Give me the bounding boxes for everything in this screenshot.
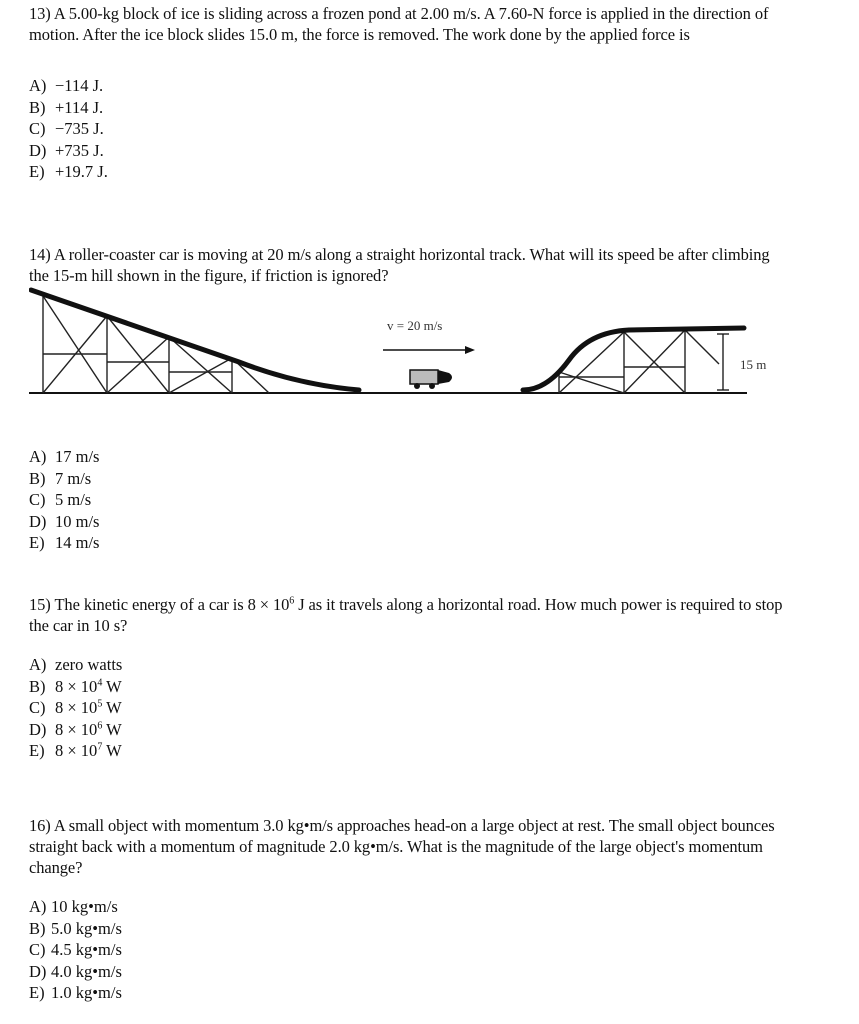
option-15-e: E) $8 \times 10^7$ W bbox=[29, 741, 122, 760]
option-16-e: E) 1.0 kg•m/s bbox=[29, 983, 122, 1002]
option-13-e: E) +19.7 J. bbox=[29, 162, 108, 181]
question-16 bbox=[29, 815, 789, 1004]
question-16-stem bbox=[29, 815, 789, 878]
option-16-b: B) 5.0 kg•m/s bbox=[29, 918, 122, 938]
option-16-c: C) 4.5 kg•m/s bbox=[29, 940, 122, 959]
question-13 bbox=[29, 3, 789, 183]
roller-coaster-car bbox=[410, 370, 452, 389]
left-trestle bbox=[43, 296, 269, 393]
question-13-stem bbox=[29, 3, 789, 45]
velocity-label: v = 20 m/s bbox=[387, 318, 443, 333]
option-15-c: C) $8 \times 10^5$ W bbox=[29, 698, 122, 717]
roller-coaster-diagram bbox=[29, 282, 789, 402]
option-13-a: A) −114 J. bbox=[29, 76, 104, 95]
question-14-stem bbox=[29, 244, 789, 286]
option-14-a: A) 17 m/s bbox=[29, 447, 100, 466]
question-15-number: 15) bbox=[29, 595, 51, 614]
question-14-options bbox=[29, 446, 789, 554]
option-13-c: C) −735 J. bbox=[29, 119, 104, 138]
option-14-c: C) 5 m/s bbox=[29, 490, 92, 509]
option-13-b: B) +114 J. bbox=[29, 97, 104, 117]
velocity-arrowhead bbox=[465, 346, 475, 354]
right-hill-track bbox=[523, 328, 744, 390]
option-16-a: A) 10 kg•m/s bbox=[29, 897, 118, 916]
option-15-a: A) zero watts bbox=[29, 655, 123, 674]
question-15-options bbox=[29, 654, 789, 762]
right-trestle bbox=[559, 330, 719, 393]
option-13-d: D) +735 J. bbox=[29, 140, 104, 160]
option-16-d: D) 4.0 kg•m/s bbox=[29, 961, 122, 981]
question-15 bbox=[29, 594, 789, 762]
left-slope-track bbox=[31, 290, 359, 390]
question-16-text: A small object with momentum 3.0 kg•m/s approaches head-on a large object at rest. The small object bounces straight back with a momentum of magnitude 2.0 kg•m/s. What is the magnitude of the large object's momentum change? bbox=[29, 816, 775, 877]
question-14-number: 14) bbox=[29, 245, 51, 264]
question-16-options bbox=[29, 896, 789, 1004]
question-14-text: A roller-coaster car is moving at 20 m/s along a straight horizontal track. What will its speed be after climbing the 15-m hill shown in the figure, if friction is ignored? bbox=[29, 245, 770, 285]
option-14-d: D) 10 m/s bbox=[29, 511, 100, 531]
question-13-options bbox=[29, 75, 789, 183]
question-13-text: A 5.00-kg block of ice is sliding across a frozen pond at 2.00 m/s. A 7.60-N force is applied in the direction of motion. After the ice block slides 15.0 m, the force is removed. The work done by the applied force is bbox=[29, 4, 769, 44]
question-15-stem: 15) The kinetic energy of a car is $8 \times 10^6$ J as it travels along a horizontal road. How much power is required to stop the car in 10 s? bbox=[29, 595, 783, 635]
option-14-e: E) 14 m/s bbox=[29, 533, 100, 552]
option-14-b: B) 7 m/s bbox=[29, 468, 92, 488]
question-13-number: 13) bbox=[29, 4, 51, 23]
question-16-number: 16) bbox=[29, 816, 51, 835]
roller-coaster-figure bbox=[29, 282, 789, 402]
option-15-b: B) $8 \times 10^4$ W bbox=[29, 676, 122, 696]
option-15-d: D) $8 \times 10^6$ W bbox=[29, 719, 122, 739]
height-label: 15 m bbox=[740, 357, 767, 372]
